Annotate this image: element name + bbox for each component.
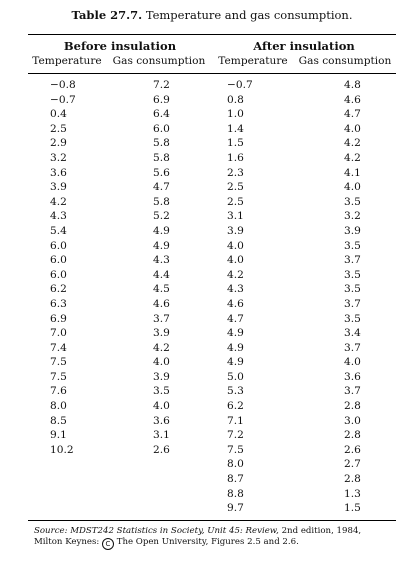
col-before-gas: Gas consumption bbox=[112, 55, 206, 67]
group-before-header: Before insulation bbox=[63, 39, 177, 53]
cell-before-gas bbox=[106, 457, 212, 472]
cell-before-gas: 5.8 bbox=[153, 151, 170, 164]
cell-after-temp: 4.7 bbox=[227, 312, 244, 325]
cell-before-gas: 7.2 bbox=[153, 79, 170, 91]
table-row bbox=[28, 399, 396, 414]
cell-before-temp bbox=[28, 501, 106, 516]
source-edition: 2nd edition, 1984, bbox=[281, 525, 362, 536]
cell-after-gas: 4.0 bbox=[344, 122, 361, 135]
cell-after-gas: 4.0 bbox=[344, 356, 361, 369]
cell-after-gas: 3.7 bbox=[344, 254, 361, 267]
col-after-temp: Temperature bbox=[218, 55, 288, 67]
cell-before-temp: 7.0 bbox=[50, 327, 67, 340]
cell-before-gas: 3.1 bbox=[153, 429, 170, 442]
cell-after-gas: 1.3 bbox=[344, 487, 361, 500]
cell-after-gas: 2.8 bbox=[344, 473, 361, 486]
cell-after-temp: 7.2 bbox=[227, 429, 244, 442]
cell-after-temp: 4.0 bbox=[227, 254, 244, 267]
cell-after-temp: 4.3 bbox=[227, 283, 244, 296]
cell-after-gas: 3.7 bbox=[344, 297, 361, 310]
table-row bbox=[28, 297, 396, 312]
group-header-row bbox=[28, 38, 396, 54]
table-row bbox=[28, 180, 396, 195]
source-publisher: Milton Keynes: bbox=[34, 536, 100, 547]
cell-before-gas bbox=[106, 472, 212, 487]
cell-before-temp: −0.7 bbox=[50, 93, 76, 106]
table-row bbox=[28, 151, 396, 166]
table-row bbox=[28, 122, 396, 137]
cell-before-temp: 4.3 bbox=[50, 210, 67, 223]
column-header-row bbox=[28, 54, 396, 69]
cell-after-gas: 4.0 bbox=[344, 181, 361, 194]
cell-after-temp: 5.0 bbox=[227, 370, 244, 383]
cell-before-temp: 9.1 bbox=[50, 429, 67, 442]
cell-before-temp: 6.0 bbox=[50, 239, 67, 252]
cell-after-temp: 7.1 bbox=[227, 414, 244, 427]
cell-before-temp: 7.6 bbox=[50, 385, 67, 398]
cell-after-temp: 8.8 bbox=[227, 487, 244, 500]
cell-before-gas: 4.2 bbox=[153, 341, 170, 354]
cell-before-temp: 2.9 bbox=[50, 137, 67, 150]
table-row bbox=[28, 457, 396, 472]
cell-after-temp: 4.6 bbox=[227, 297, 244, 310]
cell-before-temp: 6.9 bbox=[50, 312, 67, 325]
cell-after-gas: 1.5 bbox=[344, 502, 361, 515]
cell-before-gas: 5.8 bbox=[153, 137, 170, 150]
cell-before-gas: 2.6 bbox=[153, 443, 170, 456]
cell-after-gas: 3.2 bbox=[344, 210, 361, 223]
table-row bbox=[28, 282, 396, 297]
cell-before-temp: 0.4 bbox=[50, 108, 67, 121]
table-row bbox=[28, 253, 396, 268]
cell-before-temp: 8.5 bbox=[50, 414, 67, 427]
table-row bbox=[28, 443, 396, 458]
table-caption bbox=[28, 8, 396, 24]
cell-after-temp: 8.0 bbox=[227, 458, 244, 471]
cell-before-temp: 10.2 bbox=[50, 443, 74, 456]
table-row bbox=[28, 312, 396, 327]
cell-before-gas: 6.9 bbox=[153, 93, 170, 106]
cell-before-temp: 5.4 bbox=[50, 224, 67, 237]
cell-before-temp: 3.2 bbox=[50, 151, 67, 164]
cell-before-gas: 4.9 bbox=[153, 239, 170, 252]
cell-after-gas: 3.5 bbox=[344, 239, 361, 252]
table-figure bbox=[28, 8, 396, 550]
cell-before-gas: 3.9 bbox=[153, 370, 170, 383]
cell-after-gas: 2.8 bbox=[344, 429, 361, 442]
cell-before-temp bbox=[28, 457, 106, 472]
caption-text: Temperature and gas consumption. bbox=[145, 8, 353, 22]
cell-before-gas: 4.7 bbox=[153, 181, 170, 194]
cell-after-gas: 4.2 bbox=[344, 137, 361, 150]
cell-after-temp: 6.2 bbox=[227, 400, 244, 413]
table-row bbox=[28, 414, 396, 429]
cell-after-gas: 3.9 bbox=[344, 224, 361, 237]
table-row bbox=[28, 268, 396, 283]
cell-before-gas: 4.9 bbox=[153, 224, 170, 237]
table-row bbox=[28, 224, 396, 239]
cell-after-gas: 2.8 bbox=[344, 400, 361, 413]
cell-before-gas bbox=[106, 487, 212, 502]
source-title: MDST242 Statistics in Society, Unit 45: Review, bbox=[70, 525, 279, 536]
cell-before-gas: 5.2 bbox=[153, 210, 170, 223]
table-row bbox=[28, 501, 396, 516]
cell-after-temp: 0.8 bbox=[227, 93, 244, 106]
cell-after-temp: 2.3 bbox=[227, 166, 244, 179]
table-row bbox=[28, 209, 396, 224]
cell-before-gas: 3.6 bbox=[153, 414, 170, 427]
cell-after-temp: 4.0 bbox=[227, 239, 244, 252]
table-row bbox=[28, 93, 396, 108]
bottom-rule bbox=[28, 520, 396, 521]
cell-after-gas: 3.7 bbox=[344, 385, 361, 398]
cell-before-gas: 6.0 bbox=[153, 122, 170, 135]
cell-before-temp bbox=[28, 487, 106, 502]
source-rest: The Open University, Figures 2.5 and 2.6. bbox=[116, 536, 299, 547]
cell-before-temp: 7.5 bbox=[50, 370, 67, 383]
cell-before-gas bbox=[106, 501, 212, 516]
cell-after-gas: 3.5 bbox=[344, 268, 361, 281]
cell-before-gas: 5.6 bbox=[153, 166, 170, 179]
cell-after-temp: 7.5 bbox=[227, 443, 244, 456]
cell-before-temp: 3.9 bbox=[50, 181, 67, 194]
cell-before-gas: 5.8 bbox=[153, 195, 170, 208]
group-after-header: After insulation bbox=[253, 39, 355, 53]
cell-after-gas: 3.4 bbox=[344, 327, 361, 340]
cell-after-gas: 3.7 bbox=[344, 341, 361, 354]
cell-before-gas: 3.5 bbox=[153, 385, 170, 398]
table-row bbox=[28, 107, 396, 122]
cell-after-temp: 4.2 bbox=[227, 268, 244, 281]
cell-after-gas: 2.7 bbox=[344, 458, 361, 471]
cell-after-temp: 5.3 bbox=[227, 385, 244, 398]
cell-after-gas: 3.5 bbox=[344, 195, 361, 208]
cell-before-temp: 8.0 bbox=[50, 400, 67, 413]
cell-after-gas: 3.5 bbox=[344, 312, 361, 325]
cell-before-gas: 4.3 bbox=[153, 254, 170, 267]
header-rule bbox=[28, 73, 396, 74]
cell-after-temp: 4.9 bbox=[227, 356, 244, 369]
table-row bbox=[28, 472, 396, 487]
table-row bbox=[28, 195, 396, 210]
cell-before-gas: 4.5 bbox=[153, 283, 170, 296]
col-after-gas: Gas consumption bbox=[298, 55, 392, 67]
cell-before-temp: 6.0 bbox=[50, 268, 67, 281]
table-row bbox=[28, 136, 396, 151]
cell-after-temp: −0.7 bbox=[227, 79, 253, 91]
cell-before-temp bbox=[28, 472, 106, 487]
cell-after-temp: 9.7 bbox=[227, 502, 244, 515]
cell-after-temp: 1.0 bbox=[227, 108, 244, 121]
cell-before-temp: 2.5 bbox=[50, 122, 67, 135]
cell-after-gas: 4.6 bbox=[344, 93, 361, 106]
table-row bbox=[28, 355, 396, 370]
table-row bbox=[28, 326, 396, 341]
table-body bbox=[28, 78, 396, 516]
cell-after-temp: 3.1 bbox=[227, 210, 244, 223]
cell-after-temp: 2.5 bbox=[227, 181, 244, 194]
top-rule bbox=[28, 34, 396, 35]
cell-before-gas: 4.6 bbox=[153, 297, 170, 310]
cell-after-gas: 2.6 bbox=[344, 443, 361, 456]
cell-before-temp: 3.6 bbox=[50, 166, 67, 179]
caption-label: Table 27.7. bbox=[71, 8, 143, 22]
cell-after-gas: 3.0 bbox=[344, 414, 361, 427]
table-row bbox=[28, 341, 396, 356]
table-row bbox=[28, 78, 396, 93]
table-row bbox=[28, 166, 396, 181]
cell-after-gas: 4.1 bbox=[344, 166, 361, 179]
cell-before-gas: 3.9 bbox=[153, 327, 170, 340]
cell-after-gas: 3.5 bbox=[344, 283, 361, 296]
table-row bbox=[28, 428, 396, 443]
cell-before-gas: 4.4 bbox=[153, 268, 170, 281]
cell-before-temp: −0.8 bbox=[50, 79, 76, 91]
cell-before-temp: 4.2 bbox=[50, 195, 67, 208]
cell-before-temp: 6.2 bbox=[50, 283, 67, 296]
cell-after-temp: 4.9 bbox=[227, 327, 244, 340]
cell-after-temp: 4.9 bbox=[227, 341, 244, 354]
col-before-temp: Temperature bbox=[32, 55, 102, 67]
cell-before-temp: 6.3 bbox=[50, 297, 67, 310]
cell-before-gas: 6.4 bbox=[153, 108, 170, 121]
source-note bbox=[28, 526, 396, 550]
cell-before-gas: 4.0 bbox=[153, 400, 170, 413]
table-row bbox=[28, 239, 396, 254]
cell-before-temp: 7.4 bbox=[50, 341, 67, 354]
table-row bbox=[28, 370, 396, 385]
cell-before-gas: 4.0 bbox=[153, 356, 170, 369]
cell-after-gas: 3.6 bbox=[344, 370, 361, 383]
cell-after-temp: 2.5 bbox=[227, 195, 244, 208]
cell-after-gas: 4.2 bbox=[344, 151, 361, 164]
cell-after-temp: 1.4 bbox=[227, 122, 244, 135]
copyright-icon: C bbox=[102, 538, 114, 550]
table-row bbox=[28, 384, 396, 399]
source-label: Source: bbox=[34, 525, 68, 536]
cell-before-gas: 3.7 bbox=[153, 312, 170, 325]
cell-before-temp: 6.0 bbox=[50, 254, 67, 267]
cell-before-temp: 7.5 bbox=[50, 356, 67, 369]
cell-after-temp: 1.5 bbox=[227, 137, 244, 150]
table-row bbox=[28, 487, 396, 502]
cell-after-temp: 3.9 bbox=[227, 224, 244, 237]
cell-after-gas: 4.7 bbox=[344, 108, 361, 121]
cell-after-temp: 1.6 bbox=[227, 151, 244, 164]
cell-after-temp: 8.7 bbox=[227, 473, 244, 486]
cell-after-gas: 4.8 bbox=[344, 79, 361, 91]
